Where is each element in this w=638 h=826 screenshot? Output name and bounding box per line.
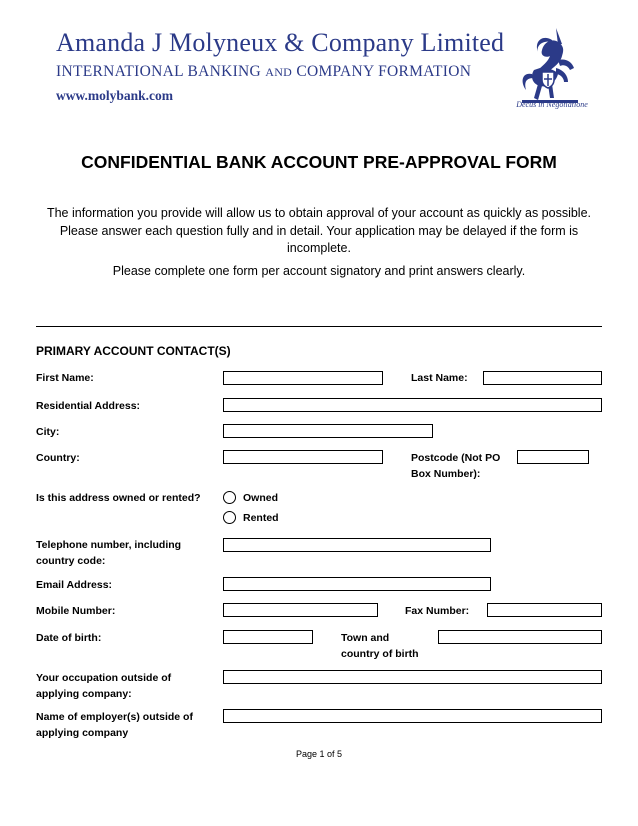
tagline-and: AND [265,65,293,79]
page-number: Page 1 of 5 [295,749,343,759]
intro-paragraph: The information you provide will allow us to obtain approval of your account as quickly as possible. Please answer each question fully and in detail. Your application may be delayed if the form is incomplete. [46,206,592,255]
telephone-field[interactable] [223,538,491,552]
town-of-birth-label-line-1: Town and [341,632,390,644]
fax-label: Fax Number: [405,605,470,617]
dob-label: Date of birth: [36,632,102,644]
owned-radio[interactable] [223,491,236,504]
mobile-field[interactable] [223,603,378,617]
residential-address-field[interactable] [223,398,602,412]
town-of-birth-label-line-2: country of birth [341,648,419,660]
owned-or-rented-label: Is this address owned or rented? [36,492,201,504]
instructions-text: Please complete one form per account signatory and print answers clearly. [112,264,526,278]
dob-field[interactable] [223,630,313,644]
employer-label [36,709,193,741]
town-of-birth-label [341,630,419,662]
city-field[interactable] [223,424,433,438]
last-name-label: Last Name: [411,372,468,384]
tagline-part-1: INTERNATIONAL BANKING [56,63,266,80]
section-title: PRIMARY ACCOUNT CONTACT(S) [36,344,231,358]
postcode-label-line-1: Postcode (Not PO [411,452,501,464]
email-label: Email Address: [36,579,113,591]
unicorn-crest-icon [512,24,590,106]
employer-label-line-1: Name of employer(s) outside of [36,711,193,723]
rented-radio[interactable] [223,511,236,524]
fax-field[interactable] [487,603,602,617]
occupation-label [36,670,171,702]
telephone-label-line-2: country code: [36,555,106,567]
country-field[interactable] [223,450,383,464]
owned-label: Owned [243,492,279,504]
telephone-label-line-1: Telephone number, including [36,539,182,551]
telephone-label [36,537,181,569]
company-motto: Decus in Negotiatione [516,100,588,109]
first-name-label: First Name: [36,372,94,384]
postcode-label-line-2: Box Number): [411,468,481,480]
employer-label-line-2: applying company [36,727,129,739]
first-name-field[interactable] [223,371,383,385]
city-label: City: [36,426,60,438]
residential-address-label: Residential Address: [36,400,141,412]
rented-label: Rented [243,512,279,524]
company-name: Amanda J Molyneux & Company Limited [56,28,505,57]
country-label: Country: [36,452,80,464]
occupation-label-line-2: applying company: [36,688,132,700]
email-field[interactable] [223,577,491,591]
occupation-field[interactable] [223,670,602,684]
company-website: www.molybank.com [56,88,174,103]
tagline-part-2: COMPANY FORMATION [292,63,472,80]
mobile-label: Mobile Number: [36,605,116,617]
occupation-label-line-1: Your occupation outside of [36,672,172,684]
postcode-label [411,450,500,482]
employer-field[interactable] [223,709,602,723]
form-title: CONFIDENTIAL BANK ACCOUNT PRE-APPROVAL FORM [81,152,557,172]
last-name-field[interactable] [483,371,602,385]
postcode-field[interactable] [517,450,589,464]
company-tagline [56,63,471,81]
town-of-birth-field[interactable] [438,630,602,644]
section-divider [36,326,602,327]
